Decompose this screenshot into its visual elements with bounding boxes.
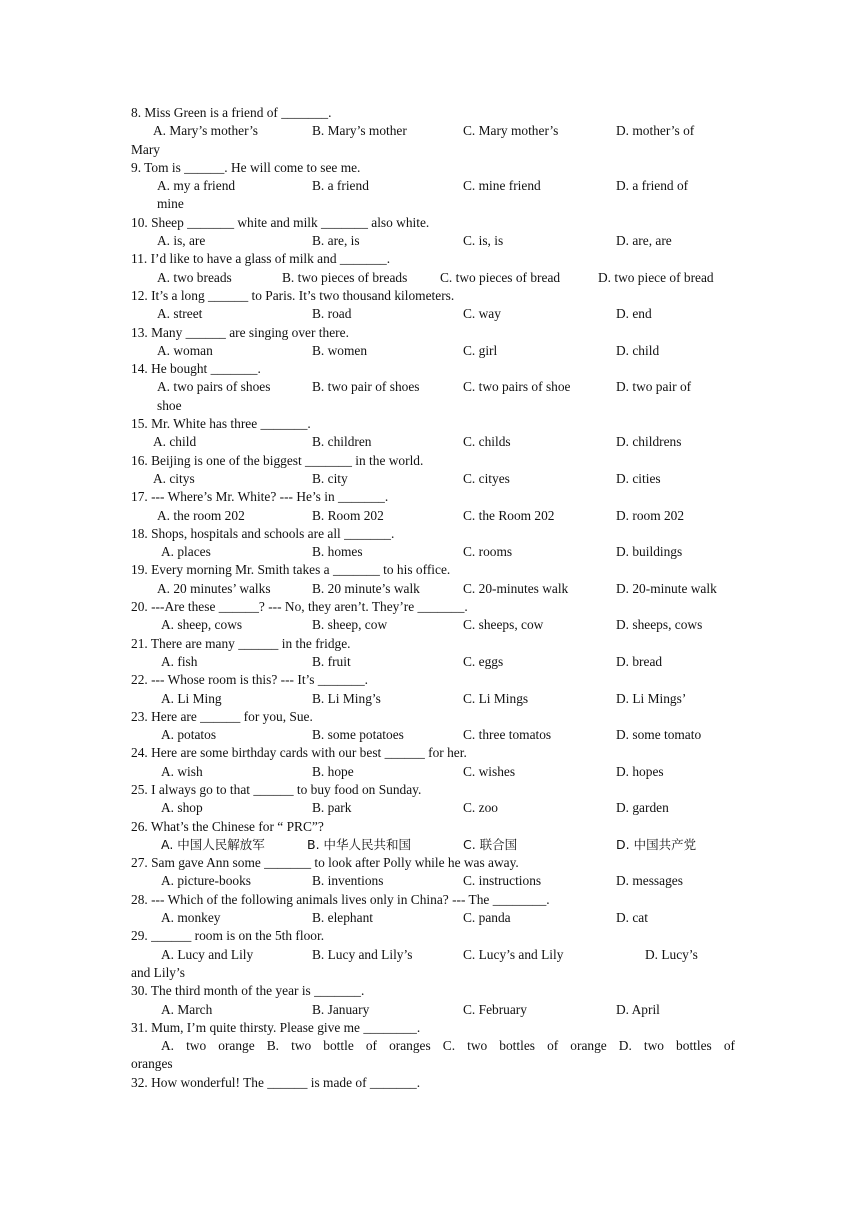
question-stem: 22. --- Whose room is this? --- It’s _______.	[131, 672, 369, 688]
option-a: A. street	[157, 306, 203, 322]
answer-options	[131, 616, 735, 634]
option-c: C. Lucy’s and Lily	[463, 946, 564, 962]
answer-options	[131, 836, 735, 854]
question-19	[131, 561, 735, 598]
question-15	[131, 415, 735, 452]
question-11	[131, 250, 735, 287]
option-c: C. 20-minutes walk	[463, 580, 569, 596]
option-a: A. my a friend	[157, 178, 236, 194]
question-26	[131, 818, 735, 855]
answer-options	[131, 507, 735, 525]
option-c: C. two pieces of bread	[440, 269, 561, 285]
question-stem: 17. --- Where’s Mr. White? --- He’s in _______.	[131, 489, 389, 505]
option-d: D. two piece of bread	[598, 269, 714, 285]
question-32	[131, 1074, 735, 1092]
question-stem: 18. Shops, hospitals and schools are all _______.	[131, 525, 395, 541]
option-d: D. Li Mings’	[616, 690, 687, 706]
answer-options	[131, 122, 735, 140]
option-b: B. homes	[312, 544, 363, 560]
question-18	[131, 525, 735, 562]
option-c: C. 联合国	[463, 836, 518, 852]
answer-options	[131, 872, 735, 890]
option-d: D. mother’s of	[616, 123, 695, 139]
question-stem: 9. Tom is ______. He will come to see me.	[131, 159, 361, 175]
question-stem: 15. Mr. White has three _______.	[131, 416, 311, 432]
option-a: A. shop	[161, 800, 203, 816]
option-a: A. 20 minutes’ walks	[157, 580, 271, 596]
exercise-page	[131, 104, 735, 1092]
option-d: D. garden	[616, 800, 669, 816]
option-a: A. Li Ming	[161, 690, 222, 706]
question-stem: 27. Sam gave Ann some _______ to look after Polly while he was away.	[131, 855, 519, 871]
option-c: C. rooms	[463, 544, 513, 560]
option-b: B. inventions	[312, 873, 384, 889]
answer-options	[131, 342, 735, 360]
option-b: B. January	[312, 1001, 370, 1017]
option-a: A. Lucy and Lily	[161, 946, 254, 962]
option-b: B. children	[312, 434, 372, 450]
option-d: D. sheeps, cows	[616, 617, 703, 633]
option-b: B. 中华人民共和国	[307, 836, 412, 852]
question-17	[131, 488, 735, 525]
option-b: B. Room 202	[312, 507, 384, 523]
question-stem: 10. Sheep _______ white and milk _______ also white.	[131, 214, 430, 230]
option-b: B. Lucy and Lily’s	[312, 946, 413, 962]
question-stem: 23. Here are ______ for you, Sue.	[131, 708, 313, 724]
option-b: B. park	[312, 800, 352, 816]
answer-options	[131, 378, 735, 396]
option-a: A. 中国人民解放军	[161, 836, 265, 852]
option-d: D. messages	[616, 873, 683, 889]
question-stem: 28. --- Which of the following animals lives only in China? --- The ________.	[131, 891, 550, 907]
question-stem: 24. Here are some birthday cards with our best ______ for her.	[131, 745, 467, 761]
question-13	[131, 324, 735, 361]
question-stem: 13. Many ______ are singing over there.	[131, 324, 349, 340]
question-23	[131, 708, 735, 745]
question-22	[131, 671, 735, 708]
option-continuation: shoe	[157, 397, 182, 413]
option-a: A. picture-books	[161, 873, 251, 889]
option-c: C. is, is	[463, 233, 504, 249]
question-12	[131, 287, 735, 324]
question-29	[131, 927, 735, 982]
option-b: B. sheep, cow	[312, 617, 388, 633]
question-stem: 14. He bought _______.	[131, 361, 261, 377]
option-d: D. 中国共产党	[616, 836, 697, 852]
option-d: D. end	[616, 306, 652, 322]
question-25	[131, 781, 735, 818]
option-b: B. a friend	[312, 178, 369, 194]
question-14	[131, 360, 735, 415]
option-d: D. 20-minute walk	[616, 580, 717, 596]
option-a: A. citys	[153, 470, 195, 486]
option-c: C. instructions	[463, 873, 542, 889]
option-b: B. Li Ming’s	[312, 690, 381, 706]
option-d: D. cat	[616, 910, 648, 926]
question-20	[131, 598, 735, 635]
question-stem: 31. Mum, I’m quite thirsty. Please give me ________.	[131, 1019, 421, 1035]
option-a: A. March	[161, 1001, 213, 1017]
question-16	[131, 452, 735, 489]
option-b: B. are, is	[312, 233, 360, 249]
option-c: C. way	[463, 306, 501, 322]
answer-options	[131, 946, 735, 964]
answer-options	[131, 1001, 735, 1019]
question-24	[131, 744, 735, 781]
option-a: A. Mary’s mother’s	[153, 123, 259, 139]
option-c: C. Li Mings	[463, 690, 529, 706]
option-a: A. is, are	[157, 233, 206, 249]
option-a: A. monkey	[161, 910, 221, 926]
option-b: B. road	[312, 306, 352, 322]
option-d: D. some tomato	[616, 727, 702, 743]
option-d: D. buildings	[616, 544, 683, 560]
answer-options	[131, 232, 735, 250]
option-b: B. women	[312, 342, 368, 358]
question-21	[131, 635, 735, 672]
question-30	[131, 982, 735, 1019]
option-a: A. woman	[157, 342, 213, 358]
option-continuation: and Lily’s	[131, 964, 185, 980]
option-d: D. room 202	[616, 507, 685, 523]
question-stem: 30. The third month of the year is _______.	[131, 983, 365, 999]
option-d: D. hopes	[616, 763, 664, 779]
option-a: A. sheep, cows	[161, 617, 243, 633]
question-stem: 21. There are many ______ in the fridge.	[131, 635, 351, 651]
option-b: B. some potatoes	[312, 727, 404, 743]
question-stem: 16. Beijing is one of the biggest _______ in the world.	[131, 452, 424, 468]
option-continuation: mine	[157, 196, 184, 212]
option-a: A. fish	[161, 653, 198, 669]
answer-options	[131, 909, 735, 927]
question-8	[131, 104, 735, 159]
answer-options	[131, 305, 735, 323]
option-c: C. Mary mother’s	[463, 123, 559, 139]
option-b: B. elephant	[312, 910, 373, 926]
option-c: C. three tomatos	[463, 727, 552, 743]
question-stem: 11. I’d like to have a glass of milk and _______.	[131, 251, 391, 267]
option-a: A. potatos	[161, 727, 217, 743]
option-a: A. child	[153, 434, 197, 450]
option-c: C. the Room 202	[463, 507, 555, 523]
option-c: C. zoo	[463, 800, 498, 816]
answer-options	[131, 470, 735, 488]
option-b: B. city	[312, 470, 348, 486]
option-c: C. two pairs of shoe	[463, 379, 571, 395]
option-d: D. are, are	[616, 233, 672, 249]
question-stem: 8. Miss Green is a friend of _______.	[131, 105, 332, 120]
option-d: D. Lucy’s	[645, 946, 698, 962]
option-a: A. two pairs of shoes	[157, 379, 271, 395]
answer-options	[131, 543, 735, 561]
option-a: A. wish	[161, 763, 203, 779]
option-c: C. cityes	[463, 470, 510, 486]
question-stem: 25. I always go to that ______ to buy food on Sunday.	[131, 781, 422, 797]
question-stem: 29. ______ room is on the 5th floor.	[131, 928, 325, 944]
option-b: B. fruit	[312, 653, 351, 669]
question-stem: 19. Every morning Mr. Smith takes a _______ to his office.	[131, 562, 451, 578]
answer-options	[131, 269, 735, 287]
question-31	[131, 1019, 735, 1074]
question-9	[131, 159, 735, 214]
question-stem: 12. It’s a long ______ to Paris. It’s two thousand kilometers.	[131, 287, 455, 303]
option-a: A. two breads	[157, 269, 232, 285]
option-d: D. April	[616, 1001, 660, 1017]
option-a: A. the room 202	[157, 507, 245, 523]
option-continuation: oranges	[131, 1056, 173, 1072]
answer-options	[131, 580, 735, 598]
option-d: D. child	[616, 342, 660, 358]
option-d: D. childrens	[616, 434, 682, 450]
option-b: B. 20 minute’s walk	[312, 580, 420, 596]
question-stem: 26. What’s the Chinese for “ PRC”?	[131, 818, 324, 834]
option-c: C. childs	[463, 434, 511, 450]
question-10	[131, 214, 735, 251]
answer-options	[131, 177, 735, 195]
option-d: D. two pair of	[616, 379, 692, 395]
answer-options	[131, 799, 735, 817]
question-27	[131, 854, 735, 891]
option-a: A. places	[161, 544, 211, 560]
answer-options	[131, 690, 735, 708]
option-c: C. sheeps, cow	[463, 617, 544, 633]
option-b: B. two pair of shoes	[312, 379, 420, 395]
question-stem: 20. ---Are these ______? --- No, they aren’t. They’re _______.	[131, 599, 468, 615]
answer-options	[131, 726, 735, 744]
option-d: D. a friend of	[616, 178, 689, 194]
option-b: B. two pieces of breads	[282, 269, 408, 285]
option-c: C. wishes	[463, 763, 516, 779]
answer-options	[131, 763, 735, 781]
option-d: D. bread	[616, 653, 663, 669]
option-c: C. girl	[463, 342, 498, 358]
option-b: B. Mary’s mother	[312, 123, 407, 139]
question-28	[131, 891, 735, 928]
option-continuation: Mary	[131, 141, 161, 157]
answer-options	[131, 433, 735, 451]
answer-options: A. two orange B. two bottle of oranges C. two bottles of orange D. two bottles of	[161, 1038, 735, 1054]
option-b: B. hope	[312, 763, 354, 779]
question-stem: 32. How wonderful! The ______ is made of _______.	[131, 1074, 421, 1090]
answer-options	[131, 653, 735, 671]
option-c: C. February	[463, 1001, 527, 1017]
option-c: C. eggs	[463, 653, 504, 669]
option-c: C. panda	[463, 910, 511, 926]
option-c: C. mine friend	[463, 178, 541, 194]
option-d: D. cities	[616, 470, 661, 486]
